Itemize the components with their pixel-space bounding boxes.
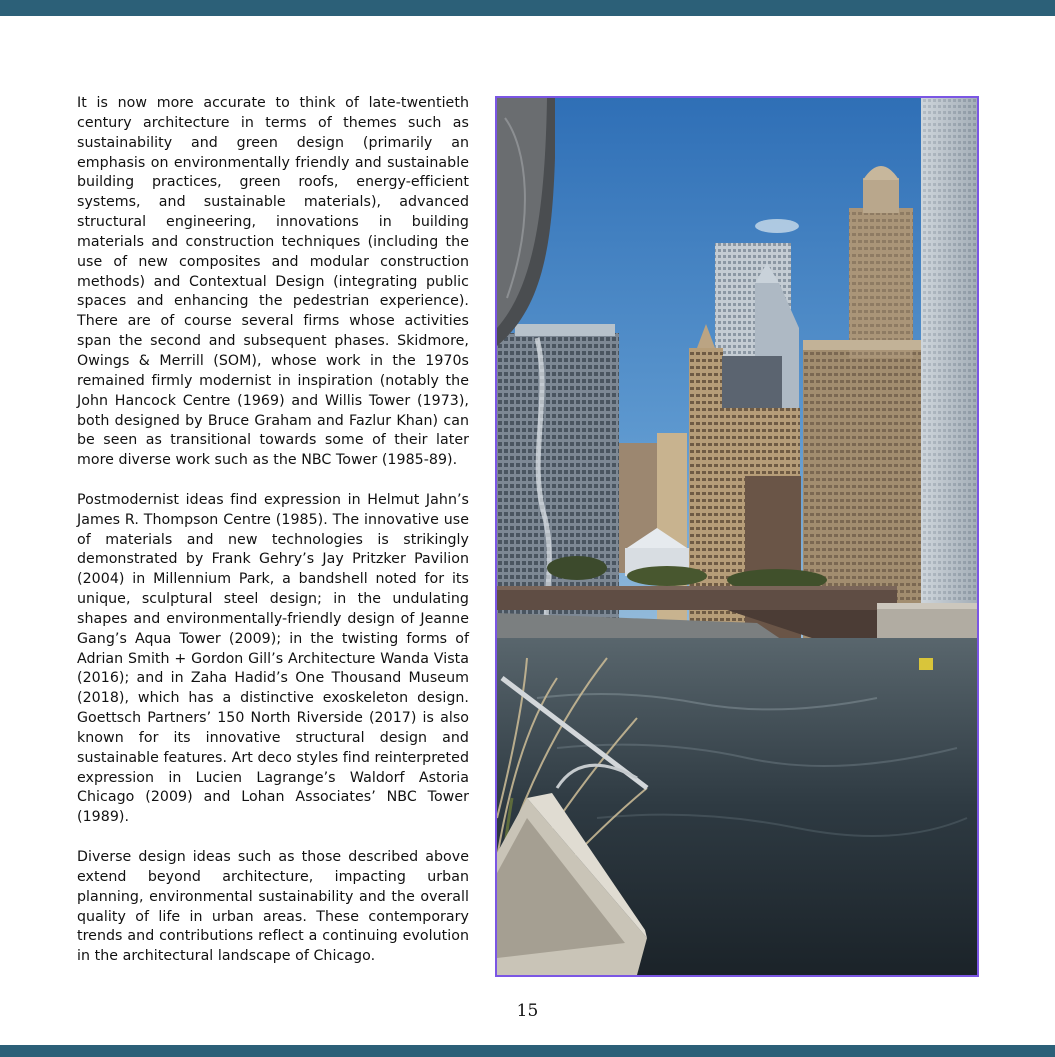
- top-header-bar: [0, 0, 1055, 16]
- bottom-footer-bar: [0, 1045, 1055, 1057]
- paragraph-postmodernist: Postmodernist ideas find expression in Helmut Jahn’s James R. Thompson Centre (1985). The innovative use of materials and new technologies is strikingly demonstrated by Frank Gehry’s Jay Pritzker Pavilion (2004) in Millennium Park, a bandshell noted for its unique, sculptural steel design; in the undulating shapes and environmentally-friendly design of Jeanne Gang’s Aqua Tower (2009); in the twisting forms of Adrian Smith + Gordon Gill’s Architecture Wanda Vista (2016); and in Zaha Hadid’s One Thousand Museum (2018), which has a distinctive exoskeleton design. Goettsch Partners’ 150 North Riverside (2017) is also known for its innovative structural design and sustainable features. Art deco styles find reinterpreted expression in Lucien Lagrange’s Waldorf Astoria Chicago (2009) and Lohan Associates’ NBC Tower (1989).: [77, 491, 469, 826]
- paragraph-diverse-design: Diverse design ideas such as those described above extend beyond architecture, impacting urban planning, environmental sustainability and the overall quality of life in urban areas. These contemporary trends and contributions reflect a continuing evolution in the architectural landscape of Chicago.: [77, 848, 469, 965]
- paragraph-themes: It is now more accurate to think of late-twentieth century architecture in terms of themes such as sustainability and green design (primarily an emphasis on environmentally friendly and sustainable building practices, green roofs, energy-efficient systems, and sustainable materials), advanced structural engineering, innovations in building materials and construction techniques (including the use of new composites and modular construction methods) and Contextual Design (integrating public spaces and enhancing the pedestrian experience). There are of course several firms whose activities span the second and subsequent phases. Skidmore, Owings & Merrill (SOM), whose work in the 1970s remained firmly modernist in inspiration (notably the John Hancock Centre (1969) and Willis Tower (1973), both designed by Bruce Graham and Fazlur Khan) can be seen as transitional towards some of their later more diverse work such as the NBC Tower (1985-89).: [77, 95, 469, 469]
- chicago-river-photo: [495, 96, 979, 977]
- body-text-column: [77, 94, 469, 987]
- page-number: 15: [516, 1001, 539, 1021]
